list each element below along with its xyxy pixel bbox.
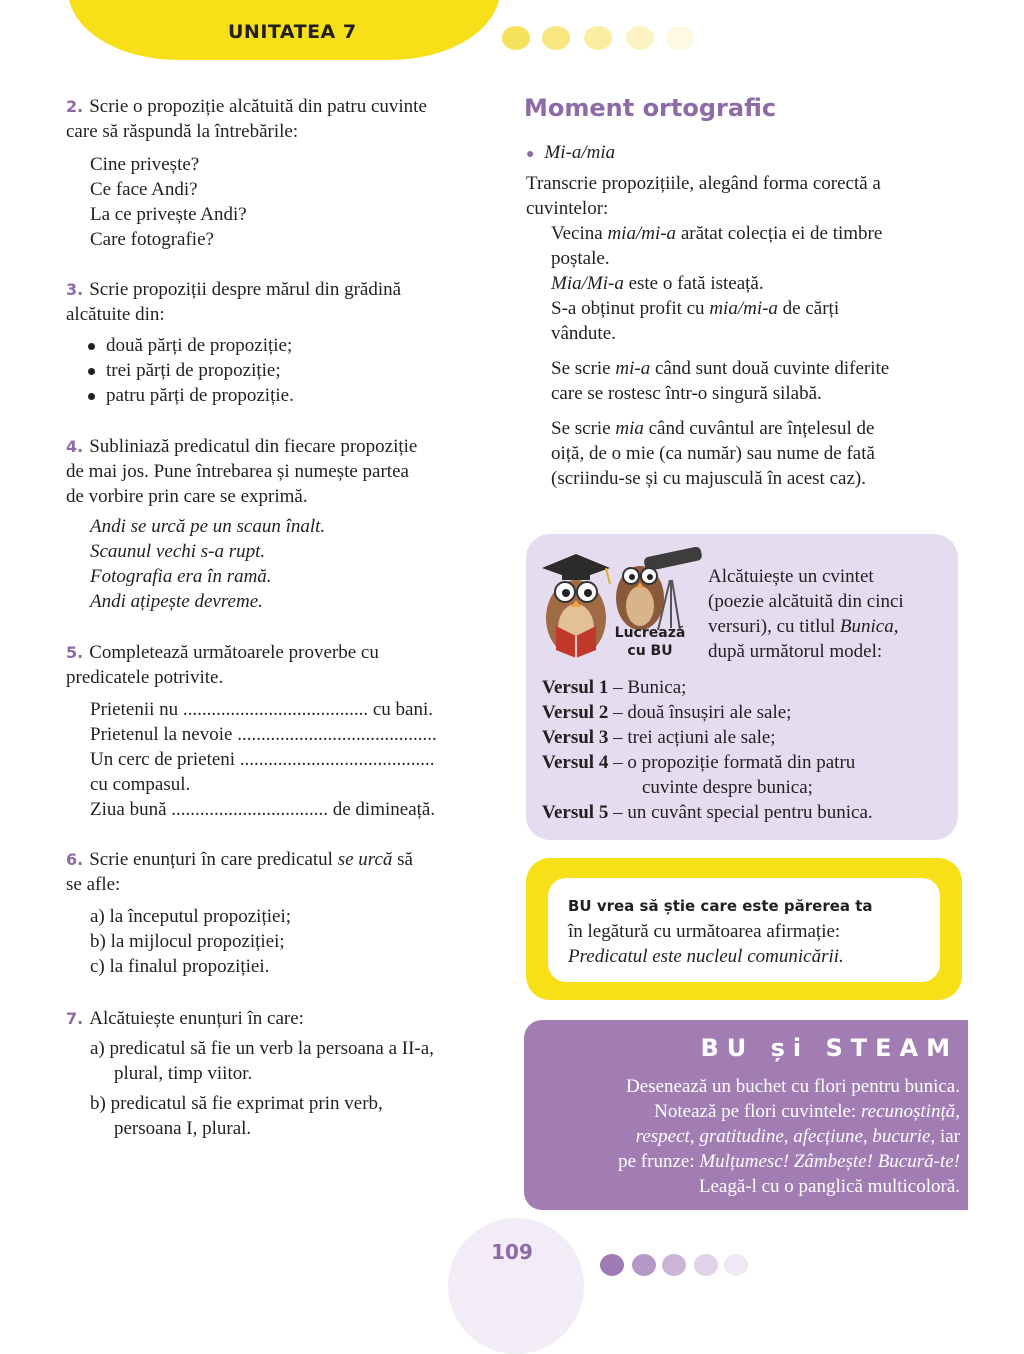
moment-rule-1 (551, 356, 956, 381)
unit-title: UNITATEA 7 (228, 21, 357, 43)
verse-row (542, 750, 952, 775)
moment-sentence-1 (551, 221, 956, 246)
exercise-4-text-2: de mai jos. Pune întrebarea și numește partea (66, 461, 409, 482)
exercise-2-text: Scrie o propoziție alcătuită din patru cuvinte (89, 96, 427, 117)
verses-list (542, 675, 952, 825)
steam-line: Desenează un buchet cu flori pentru bunica. (626, 1076, 960, 1097)
steam-title: BU și STEAM (700, 1034, 958, 1062)
exercise-3-text-2: alcătuite din: (66, 304, 165, 325)
text: Vecina (551, 223, 608, 244)
moment-rule-2-cont: oiță, de o mie (ca număr) sau nume de fată (551, 443, 875, 464)
exercise-7-items (66, 1036, 506, 1141)
moment-rule-2-cont-2: (scriindu-se și cu majusculă în acest caz). (551, 468, 866, 489)
instruction-line (708, 614, 958, 639)
question: Cine privește? (90, 154, 200, 175)
exercise-number: 3. (66, 280, 84, 299)
exercise-5-proverbs (66, 697, 506, 822)
text: mia/mi-a (709, 298, 778, 319)
exercise-4-text: Subliniază predicatul din fiecare propoziție (89, 436, 418, 457)
verse-row (542, 675, 952, 700)
text: respect (635, 1126, 690, 1147)
verse-text: – o propoziție formată din patru (608, 752, 856, 773)
opinion-question: BU vrea să știe care este părerea ta (568, 897, 873, 915)
text: Se scrie (551, 418, 616, 439)
verse-label: Versul 3 (542, 727, 609, 748)
page-number: 109 (491, 1240, 533, 1264)
instruction-line: Alcătuiește un cvintet (708, 566, 874, 587)
moment-sentence-1-cont: poștale. (551, 248, 610, 269)
verse-label: Versul 1 (542, 677, 609, 698)
exercise-2-line-1 (66, 94, 506, 119)
moment-bullet-text: Mi-a/mia (544, 142, 616, 163)
text: arătat colecția ei de timbre (676, 223, 883, 244)
exercise-2-text-2: care să răspundă la întrebările: (66, 121, 299, 142)
sentence: Scaunul vechi s-a rupt. (90, 541, 266, 562)
text: , (862, 1126, 873, 1147)
text: este o fată isteață. (623, 273, 764, 294)
list-item: c) la finalul propoziției. (90, 956, 270, 977)
exercise-3 (66, 277, 506, 408)
text: versuri), cu titlul (708, 616, 840, 637)
exercise-6-keyword: se urcă (337, 849, 393, 870)
list-item: a) predicatul să fie un verb la persoana a II-a, (90, 1038, 434, 1059)
text: Notează pe flori cuvintele: (654, 1101, 861, 1122)
list-item: b) predicatul să fie exprimat prin verb, (90, 1093, 383, 1114)
exercise-7-text: Alcătuiește enunțuri în care: (89, 1008, 304, 1029)
exercise-4-text-3: de vorbire prin care se exprimă. (66, 486, 308, 507)
moment-rule-2 (551, 416, 956, 441)
opinion-statement: Predicatul este nucleul comunicării. (568, 946, 844, 967)
lucreaza-cu-bu-badge (600, 624, 700, 660)
exercise-4-line-1 (66, 434, 506, 459)
exercise-number: 6. (66, 850, 84, 869)
verse-text: – un cuvânt special pentru bunica. (608, 802, 873, 823)
badge-line-1: Lucrează (614, 625, 686, 641)
text: Se scrie (551, 358, 616, 379)
exercise-6-text-2: se afle: (66, 874, 121, 895)
text: S-a obținut profit cu (551, 298, 710, 319)
text: mi-a (615, 358, 651, 379)
exercise-number: 5. (66, 643, 84, 662)
exercise-number: 2. (66, 97, 84, 116)
question: Ce face Andi? (90, 179, 198, 200)
verse-text: – două însușiri ale sale; (608, 702, 792, 723)
verse-text: cuvinte despre bunica; (642, 777, 813, 798)
exercise-6-text-end: să (397, 849, 413, 870)
list-item: două părți de propoziție; (86, 333, 506, 358)
text: gratitudine (699, 1126, 784, 1147)
exercise-3-list (66, 333, 506, 408)
text: Mia/Mi-a (551, 273, 624, 294)
steam-line (540, 1099, 960, 1124)
sentence: Fotografia era în ramă. (90, 566, 272, 587)
proverb: Prietenul la nevoie .......................................... (90, 724, 437, 745)
moment-sentence-2 (551, 271, 956, 296)
list-item-cont: plural, timp viitor. (114, 1063, 253, 1084)
badge-line-2: cu BU (627, 643, 673, 659)
question: La ce privește Andi? (90, 204, 247, 225)
verse-text: – trei acțiuni ale sale; (608, 727, 776, 748)
moment-ortografic-title: Moment ortografic (524, 94, 777, 122)
text: pe frunze: (618, 1151, 700, 1172)
list-item: trei părți de propoziție; (86, 358, 506, 383)
page-number-circle (448, 1218, 584, 1354)
exercise-6-items (66, 904, 506, 979)
text: , iar (930, 1126, 960, 1147)
proverb: cu compasul. (90, 774, 191, 795)
text: , (783, 1126, 794, 1147)
text: , (893, 616, 899, 637)
opinion-line: în legătură cu următoarea afirmație: (568, 921, 841, 942)
exercise-6 (66, 847, 506, 979)
exercise-4-sentences (66, 514, 506, 614)
text: Mulțumesc! Zâmbește! Bucură-te! (699, 1151, 960, 1172)
header-dot-5 (666, 26, 694, 50)
text: mia/mi-a (607, 223, 677, 244)
verse-row (542, 725, 952, 750)
header-dot-1 (502, 26, 530, 50)
list-item-cont: persoana I, plural. (114, 1118, 252, 1139)
moment-sentence-3-cont: vândute. (551, 323, 616, 344)
verse-label: Versul 2 (542, 702, 609, 723)
verse-text: – Bunica; (608, 677, 687, 698)
moment-ortografic-body (526, 140, 956, 491)
verse-row (542, 700, 952, 725)
verse-row-cont (542, 775, 952, 800)
exercise-7 (66, 1006, 506, 1141)
footer-dot-3 (662, 1254, 686, 1276)
text: recunoștință, (860, 1101, 960, 1122)
lucreaza-instruction (708, 564, 958, 664)
bullet-dot-icon: ● (526, 147, 535, 162)
exercise-6-text: Scrie enunțuri în care predicatul (89, 849, 333, 870)
moment-instruction-2: cuvintelor: (526, 198, 609, 219)
text: , (689, 1126, 700, 1147)
list-item: patru părți de propoziție. (86, 383, 506, 408)
sentence: Andi se urcă pe un scaun înalt. (90, 516, 326, 537)
steam-line (540, 1149, 960, 1174)
header-dot-4 (626, 26, 654, 50)
exercise-7-line-1 (66, 1006, 506, 1031)
proverb: Prietenii nu ....................................... cu bani. (90, 699, 434, 720)
moment-instruction: Transcrie propozițiile, alegând forma corectă a (526, 173, 881, 194)
text: când cuvântul are înțelesul de (643, 418, 875, 439)
exercise-6-line-1 (66, 847, 506, 872)
text: de cărți (777, 298, 840, 319)
moment-bullet (526, 140, 956, 167)
footer-dot-1 (600, 1254, 624, 1276)
exercise-4 (66, 434, 506, 614)
verse-row (542, 800, 952, 825)
moment-sentences (526, 221, 956, 491)
steam-line: Leagă-l cu o panglică multicoloră. (698, 1176, 960, 1197)
exercise-number: 4. (66, 437, 84, 456)
moment-sentence-3 (551, 296, 956, 321)
instruction-line: (poezie alcătuită din cinci (708, 591, 904, 612)
exercise-5-line-1 (66, 640, 506, 665)
steam-text (540, 1074, 960, 1199)
verse-label: Versul 4 (542, 752, 609, 773)
instruction-line: după următorul model: (708, 641, 883, 662)
exercise-3-text: Scrie propoziții despre mărul din grădină (89, 279, 402, 300)
proverb: Ziua bună ................................. de dimineață. (90, 799, 436, 820)
footer-dot-4 (694, 1254, 718, 1276)
text: Bunica (839, 616, 894, 637)
sentence: Andi ațipește devreme. (90, 591, 263, 612)
text: afecțiune (793, 1126, 863, 1147)
exercise-5-text-2: predicatele potrivite. (66, 667, 224, 688)
exercise-5 (66, 640, 506, 822)
list-item: a) la începutul propoziției; (90, 906, 292, 927)
opinion-text (568, 894, 934, 969)
exercise-5-text: Completează următoarele proverbe cu (89, 642, 379, 663)
steam-line (540, 1124, 960, 1149)
question: Care fotografie? (90, 229, 214, 250)
header-dot-2 (542, 26, 570, 50)
text: când sunt două cuvinte diferite (650, 358, 890, 379)
exercise-3-line-1 (66, 277, 506, 302)
exercise-2-questions (66, 152, 506, 252)
moment-rule-1-cont: care se rostesc într-o singură silabă. (551, 383, 822, 404)
footer-dot-5 (724, 1254, 748, 1276)
exercises-column (66, 94, 506, 1167)
list-item: b) la mijlocul propoziției; (90, 931, 285, 952)
footer-dot-2 (632, 1254, 656, 1276)
text: bucurie (872, 1126, 931, 1147)
text: mia (615, 418, 644, 439)
exercise-number: 7. (66, 1009, 84, 1028)
proverb: Un cerc de prieteni ......................................... (90, 749, 435, 770)
verse-label: Versul 5 (542, 802, 609, 823)
exercise-2 (66, 94, 506, 252)
header-dot-3 (584, 26, 612, 50)
